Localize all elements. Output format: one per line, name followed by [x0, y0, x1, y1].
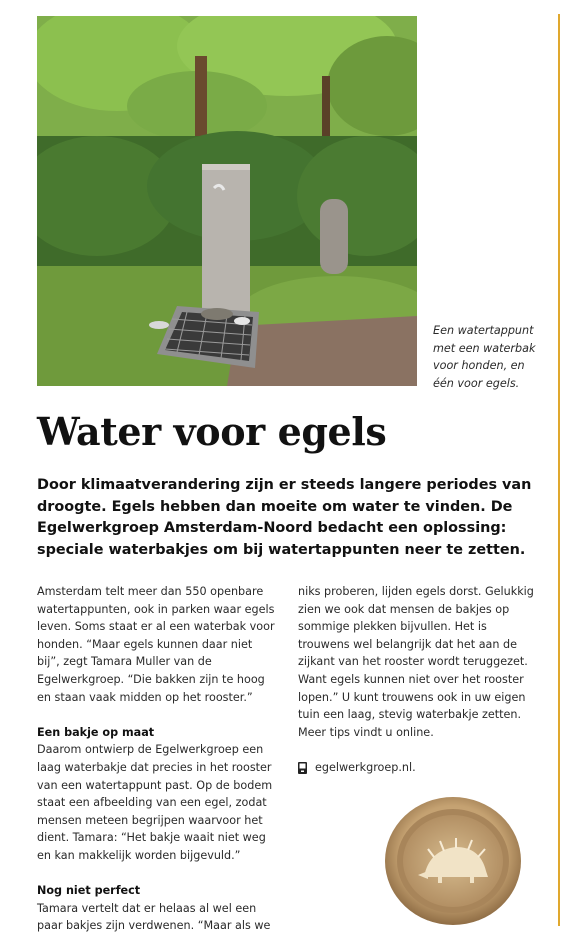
right-column [298, 583, 538, 777]
accent-rule [558, 14, 560, 926]
website-link[interactable] [298, 759, 538, 777]
left-column [37, 583, 277, 948]
water-tap-illustration [37, 16, 417, 386]
subheading: Een bakje op maat [37, 725, 155, 739]
article-headline: Water voor egels [37, 409, 387, 454]
photo-caption: Een watertappunt met een waterbak voor honden, en één voor egels. [433, 324, 536, 390]
paragraph: Amsterdam telt meer dan 550 openbare watertappunten, ook in parken waar egels leven. Soms staat er al een waterbak voor honden. “Maar egels kunnen daar niet bij”, zegt Tamara Muller van de Egelwerkgroep. “Die bakken zijn te hoog en staan vaak midden op het rooster.” [37, 585, 275, 704]
article-intro: Door klimaatverandering zijn er steeds langere periodes van droogte. Egels hebben dan moeite om water te vinden. De Egelwerkgroep Amsterdam-Noord bedacht een oplossing: speciale waterbakjes om bij watertappunten neer te zetten. [37, 477, 532, 558]
web-icon [298, 762, 307, 774]
hedgehog-bowl-illustration [384, 795, 522, 927]
hedgehog-bowl-photo [384, 795, 522, 927]
water-tap-photo [37, 16, 417, 386]
paragraph: niks proberen, lijden egels dorst. Gelukkig zien we ook dat mensen de bakjes op sommige plekken bijvullen. Het is trouwens wel belangrijk dat het aan de zijkant van het rooster wordt teruggezet. Want egels kunnen niet over het rooster lopen.” U kunt trouwens ook in uw eigen tuin een laag, stevig waterbakje zetten. Meer tips vindt u online. [298, 585, 534, 739]
paragraph: Tamara vertelt dat er helaas al wel een paar bakjes zijn verdwenen. “Maar als we [37, 901, 271, 933]
subheading: Nog niet perfect [37, 884, 141, 898]
paragraph: Daarom ontwierp de Egelwerkgroep een laag waterbakje dat precies in het rooster van een watertappunt past. Op de bodem staat een afbeelding van een egel, zodat mensen meteen begrijpen waarvoor het dient. Tamara: “Het bakje waait niet weg en kan makkelijk worden bijgevuld.” [37, 743, 273, 862]
website-link-text[interactable]: egelwerkgroep.nl. [315, 760, 416, 774]
